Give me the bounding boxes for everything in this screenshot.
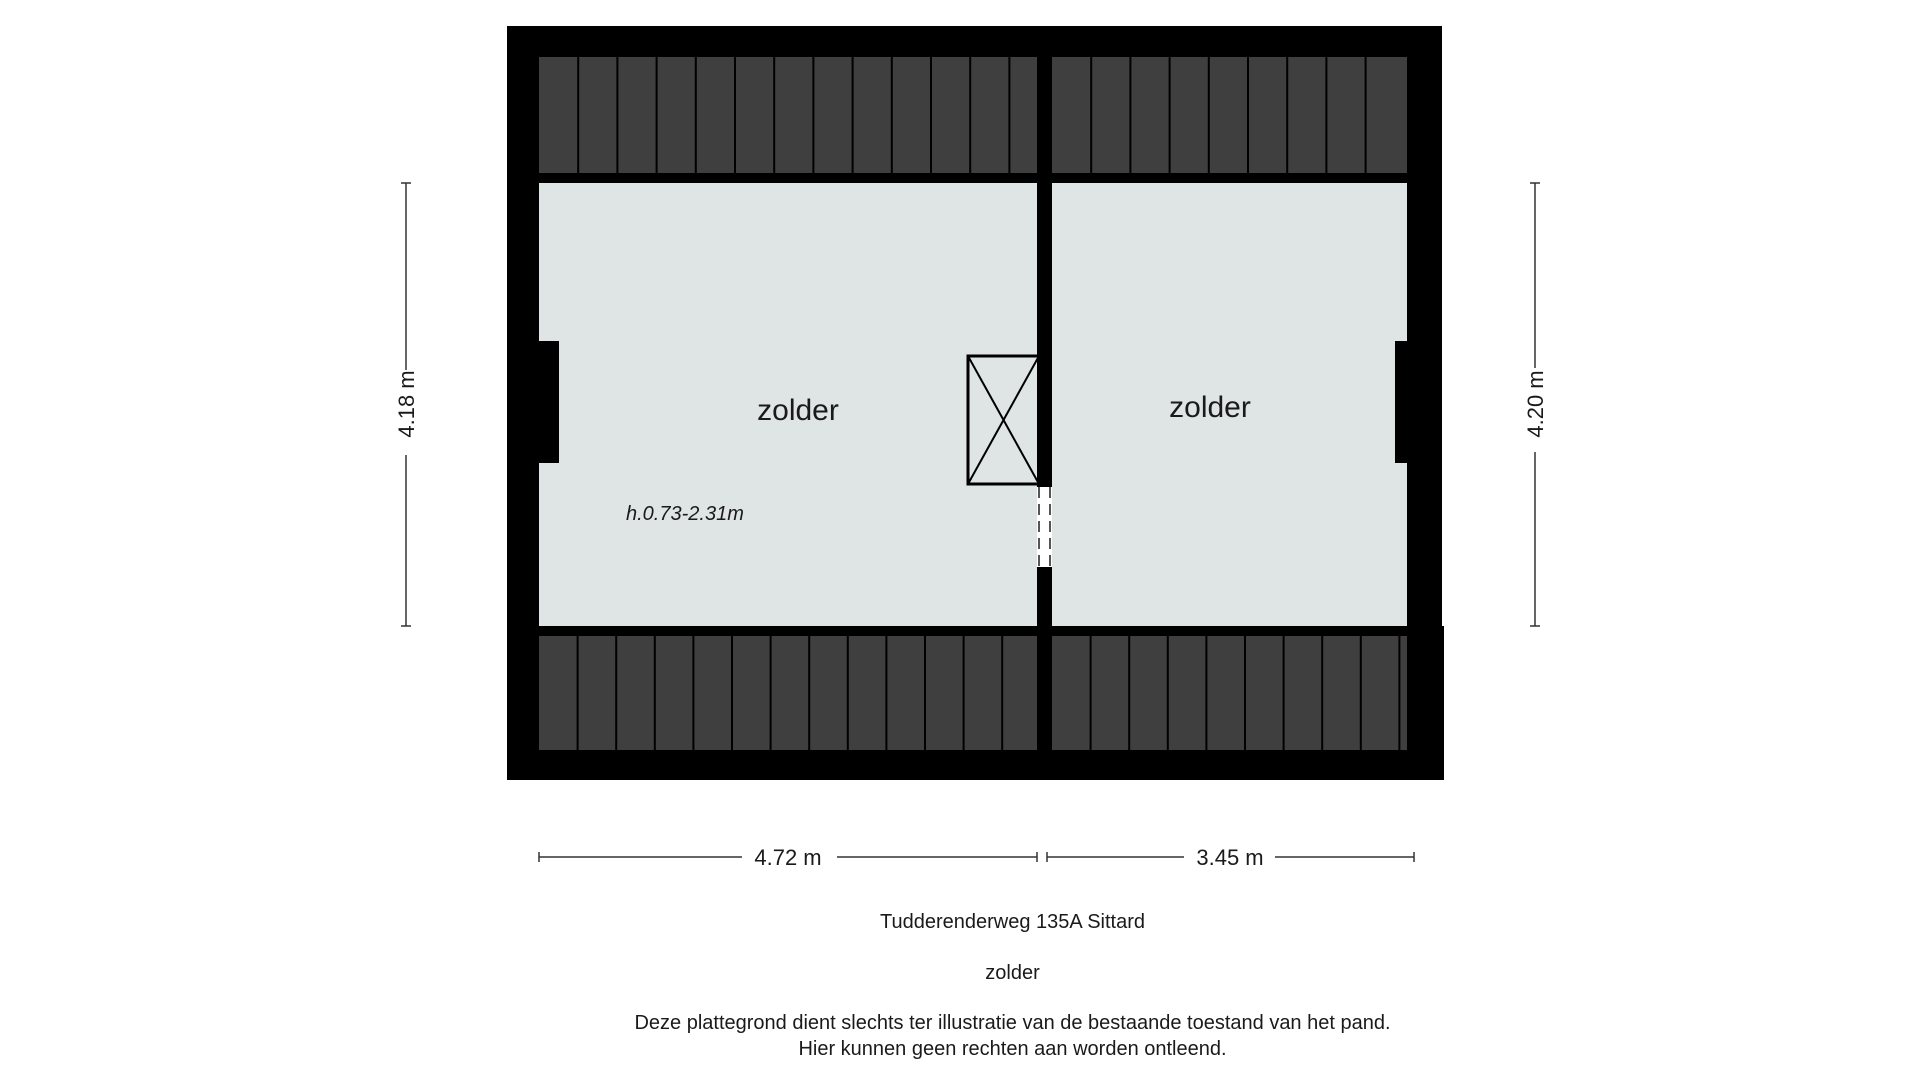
roof-top (539, 57, 1407, 173)
roof-bottom-left (539, 636, 1037, 750)
dimension-left-height-label: 4.18 m (394, 370, 419, 438)
roof-top-right (1052, 57, 1407, 173)
room-height-note: h.0.73-2.31m (626, 503, 744, 525)
room-name-right: zolder (1169, 391, 1251, 424)
roof-top-left (539, 57, 1037, 173)
roof-bottom (539, 636, 1407, 750)
caption-disclaimer-line-2: Hier kunnen geen rechten aan worden ontleend. (798, 1038, 1227, 1060)
dimension-right-width-label: 3.45 m (1196, 845, 1264, 870)
dimension-left-width-label: 4.72 m (754, 845, 822, 870)
room-name-left: zolder (757, 394, 839, 427)
caption-disclaimer-line-1: Deze plattegrond dient slechts ter illustratie van de bestaande toestand van het pand. (634, 1012, 1391, 1034)
caption-address: Tudderenderweg 135A Sittard (880, 911, 1145, 933)
dimension-right-height-label: 4.20 m (1523, 370, 1548, 438)
roof-bottom-right (1052, 636, 1407, 750)
wall-protrusion-right (1395, 341, 1415, 463)
wall-protrusion-left (535, 341, 559, 463)
wall-bottom-right-stub (1420, 626, 1444, 780)
caption-floor-name: zolder (985, 962, 1040, 984)
